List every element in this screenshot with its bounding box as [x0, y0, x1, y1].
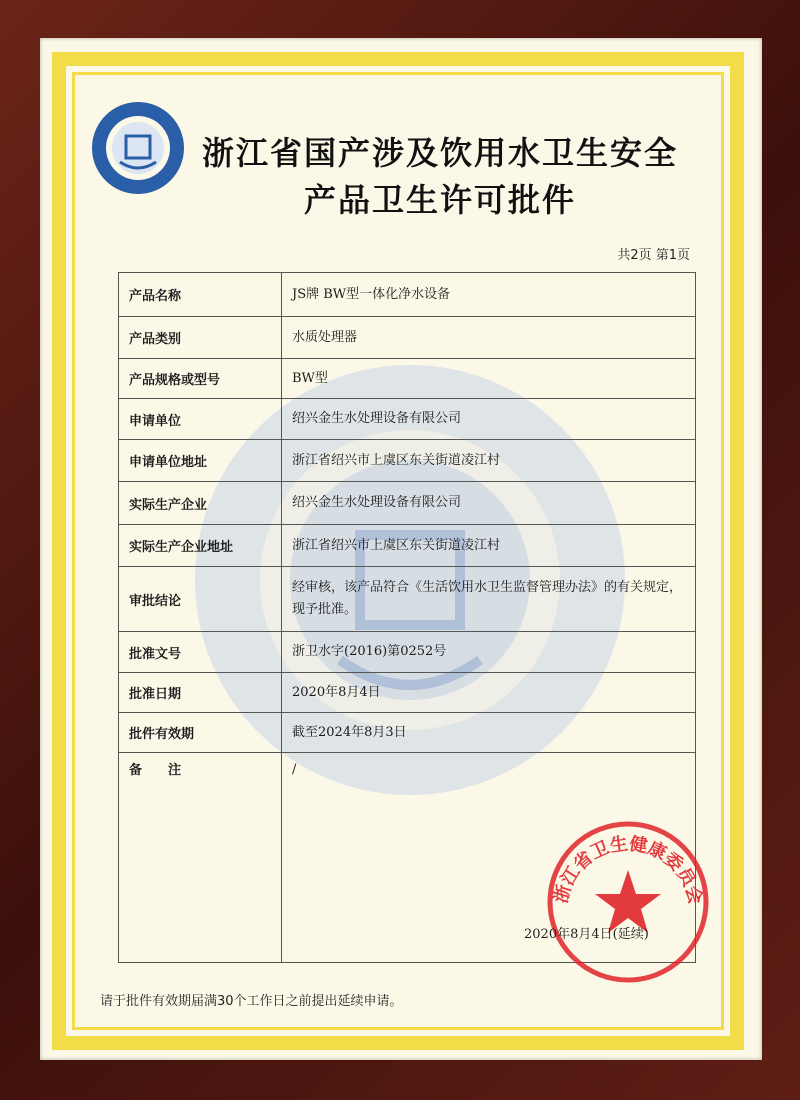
table-row: [119, 317, 696, 359]
row-label: 实际生产企业地址: [119, 525, 282, 567]
row-value: 浙卫水字(2016)第0252号: [282, 632, 696, 673]
seal-date: 2020年8月4日(延续): [524, 927, 649, 942]
table-row: [119, 632, 696, 673]
row-label: 批准日期: [119, 673, 282, 713]
row-value: 浙江省绍兴市上虞区东关街道凌江村: [282, 525, 696, 567]
row-label: 产品规格或型号: [119, 359, 282, 399]
row-label: 产品类别: [119, 317, 282, 359]
row-value: 2020年8月4日: [282, 673, 696, 713]
seal-text: 浙江省卫生健康委员会: [550, 833, 706, 907]
row-label: 备 注: [119, 753, 282, 963]
row-value: JS牌 BW型一体化净水设备: [282, 273, 696, 317]
official-seal-icon: [538, 812, 718, 992]
document-title-line1: 浙江省国产涉及饮用水卫生安全: [201, 134, 678, 172]
row-value: 截至2024年8月3日: [282, 713, 696, 753]
row-value: 绍兴金生水处理设备有限公司: [282, 482, 696, 525]
row-value: 经审核，该产品符合《生活饮用水卫生监督管理办法》的有关规定，现予批准。: [282, 567, 696, 632]
table-row: [119, 482, 696, 525]
row-value: 浙江省绍兴市上虞区东关街道凌江村: [282, 440, 696, 482]
row-label: 实际生产企业: [119, 482, 282, 525]
row-label: 批件有效期: [119, 713, 282, 753]
document-title-line2: 产品卫生许可批件: [303, 181, 576, 219]
row-label: 申请单位地址: [119, 440, 282, 482]
table-row: [119, 359, 696, 399]
row-value: 水质处理器: [282, 317, 696, 359]
row-label: 批准文号: [119, 632, 282, 673]
row-value: 绍兴金生水处理设备有限公司: [282, 399, 696, 440]
row-label: 产品名称: [119, 273, 282, 317]
table-row: [119, 713, 696, 753]
table-row: [119, 440, 696, 482]
table-row: [119, 673, 696, 713]
row-value: BW型: [282, 359, 696, 399]
page-info: 共2页 第1页: [617, 248, 690, 263]
row-label: 申请单位: [119, 399, 282, 440]
row-label: 审批结论: [119, 567, 282, 632]
table-row: [119, 525, 696, 567]
table-row: [119, 399, 696, 440]
table-row: [119, 567, 696, 632]
renewal-note: 请于批件有效期届满30个工作日之前提出延续申请。: [100, 994, 403, 1009]
table-row: [119, 273, 696, 317]
row-value: /: [282, 753, 696, 963]
